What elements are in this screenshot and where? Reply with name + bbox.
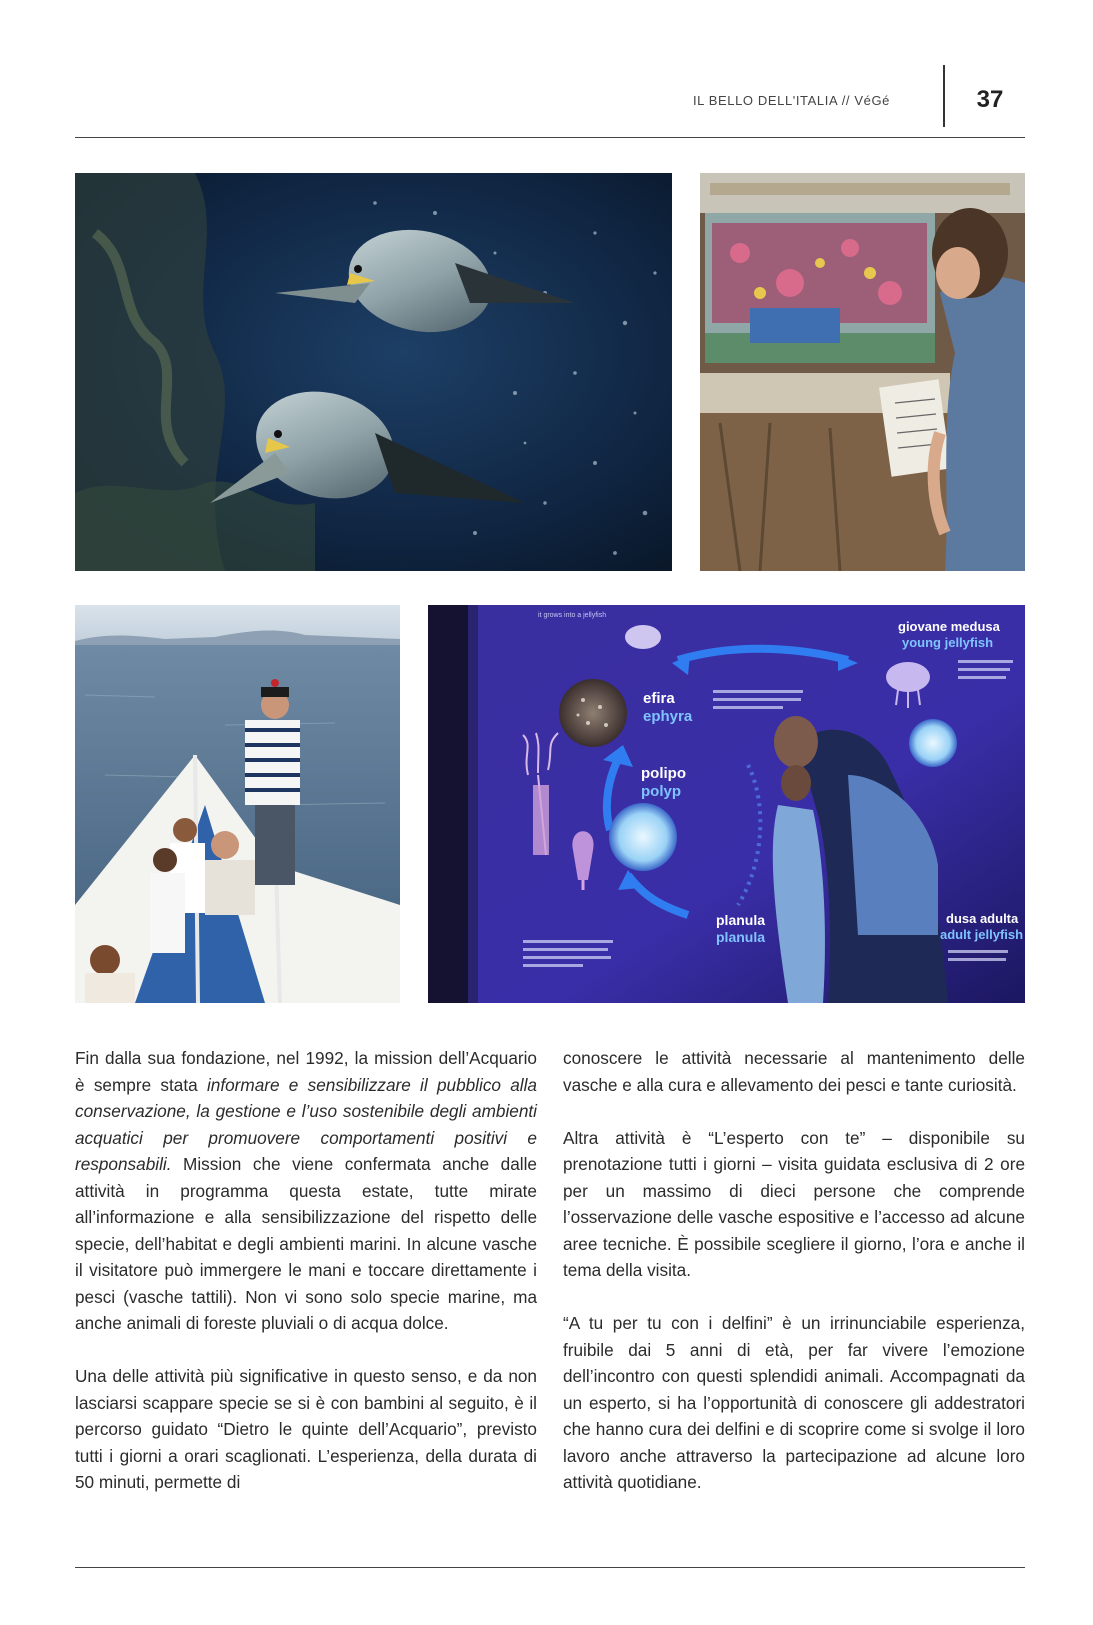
label-young-jellyfish: young jellyfish	[902, 635, 994, 650]
label-adult-jellyfish: adult jellyfish	[940, 927, 1024, 942]
jellyfish-exhibit-photo	[428, 605, 1025, 1003]
article-paragraph: Una delle attività più significative in questo senso, e da non lasciarsi scappare specie se si è con bambini al seguito, è il percorso guidato “Dietro le quinte dell’Acquario”, previsto tutti i giorni a orari scaglionati. L’esperienza, della durata di 50 minuti, permette di	[75, 1366, 537, 1492]
penguins-photo	[75, 173, 672, 571]
label-grows-into: it grows into a jellyfish	[538, 612, 607, 619]
boat-photo	[75, 605, 400, 1003]
label-ephyra: ephyra	[643, 708, 693, 725]
article-column-left	[75, 1045, 537, 1496]
bottom-rule	[75, 1567, 1025, 1568]
label-polyp: polyp	[641, 783, 681, 800]
article-paragraph: “A tu per tu con i delfini” è un irrinunciabile esperienza, fruibile dai 5 anni di età, per far vivere l’emozione dell’incontro con questi splendidi animali. Accompagnati da un esperto, si ha l’opportunità di conoscere gli addestratori che hanno cura dei delfini e di scoprire come si svolge il loro lavoro anche attraverso la partecipazione ad alcune loro attività quotidiane.	[563, 1313, 1025, 1492]
label-medusa-adulta: dusa adulta	[946, 911, 1019, 926]
running-header: IL BELLO DELL'ITALIA // VéGé	[692, 93, 890, 108]
label-planula-en: planula	[716, 929, 766, 945]
emphasis-mission: informare e sensibilizzare il pubblico alla conservazione, la gestione e l’uso sostenibile degli ambienti acquatici per promuovere comportamenti positivi e responsabili.	[75, 1074, 537, 1174]
article-paragraph: conoscere le attività necessarie al mantenimento delle vasche e alla cura e allevamento dei pesci e tante curiosità.	[563, 1048, 1025, 1095]
article-paragraph: Altra attività è “L’esperto con te” – disponibile su prenotazione tutti i giorni – visita guidata esclusiva di 2 ore per un massimo di dieci persone che comprende l’osservazione delle vasche espositive e l’accesso ad alcune aree tecniche. È possibile scegliere il giorno, l’ora e anche il tema della visita.	[563, 1127, 1025, 1280]
article-column-right	[563, 1045, 1025, 1496]
label-planula-it: planula	[716, 912, 766, 928]
top-rule	[75, 137, 1025, 138]
label-polipo: polipo	[641, 765, 686, 782]
label-giovane-medusa: giovane medusa	[898, 619, 1000, 634]
page-number: 37	[976, 86, 1004, 113]
label-efira: efira	[643, 690, 675, 707]
header-divider	[943, 65, 945, 127]
touch-tank-photo	[700, 173, 1025, 571]
article-paragraph: Fin dalla sua fondazione, nel 1992, la mission dell’Acquario è sempre stata informare e sensibilizzare il pubblico alla conservazione, la gestione e l’uso sostenibile degli ambienti acquatici per promuovere comportamenti positivi e responsabili. Mission che viene confermata anche dalle attività in programma questa estate, tutte mirate all’informazione e alla sensibilizzazione del rispetto delle specie, dell’habitat e degli ambienti marini. In alcune vasche il visitatore può immergere le mani e toccare direttamente i pesci (vasche tattili). Non vi sono solo specie marine, ma anche animali di foreste pluviali o di acqua dolce.	[75, 1048, 537, 1333]
